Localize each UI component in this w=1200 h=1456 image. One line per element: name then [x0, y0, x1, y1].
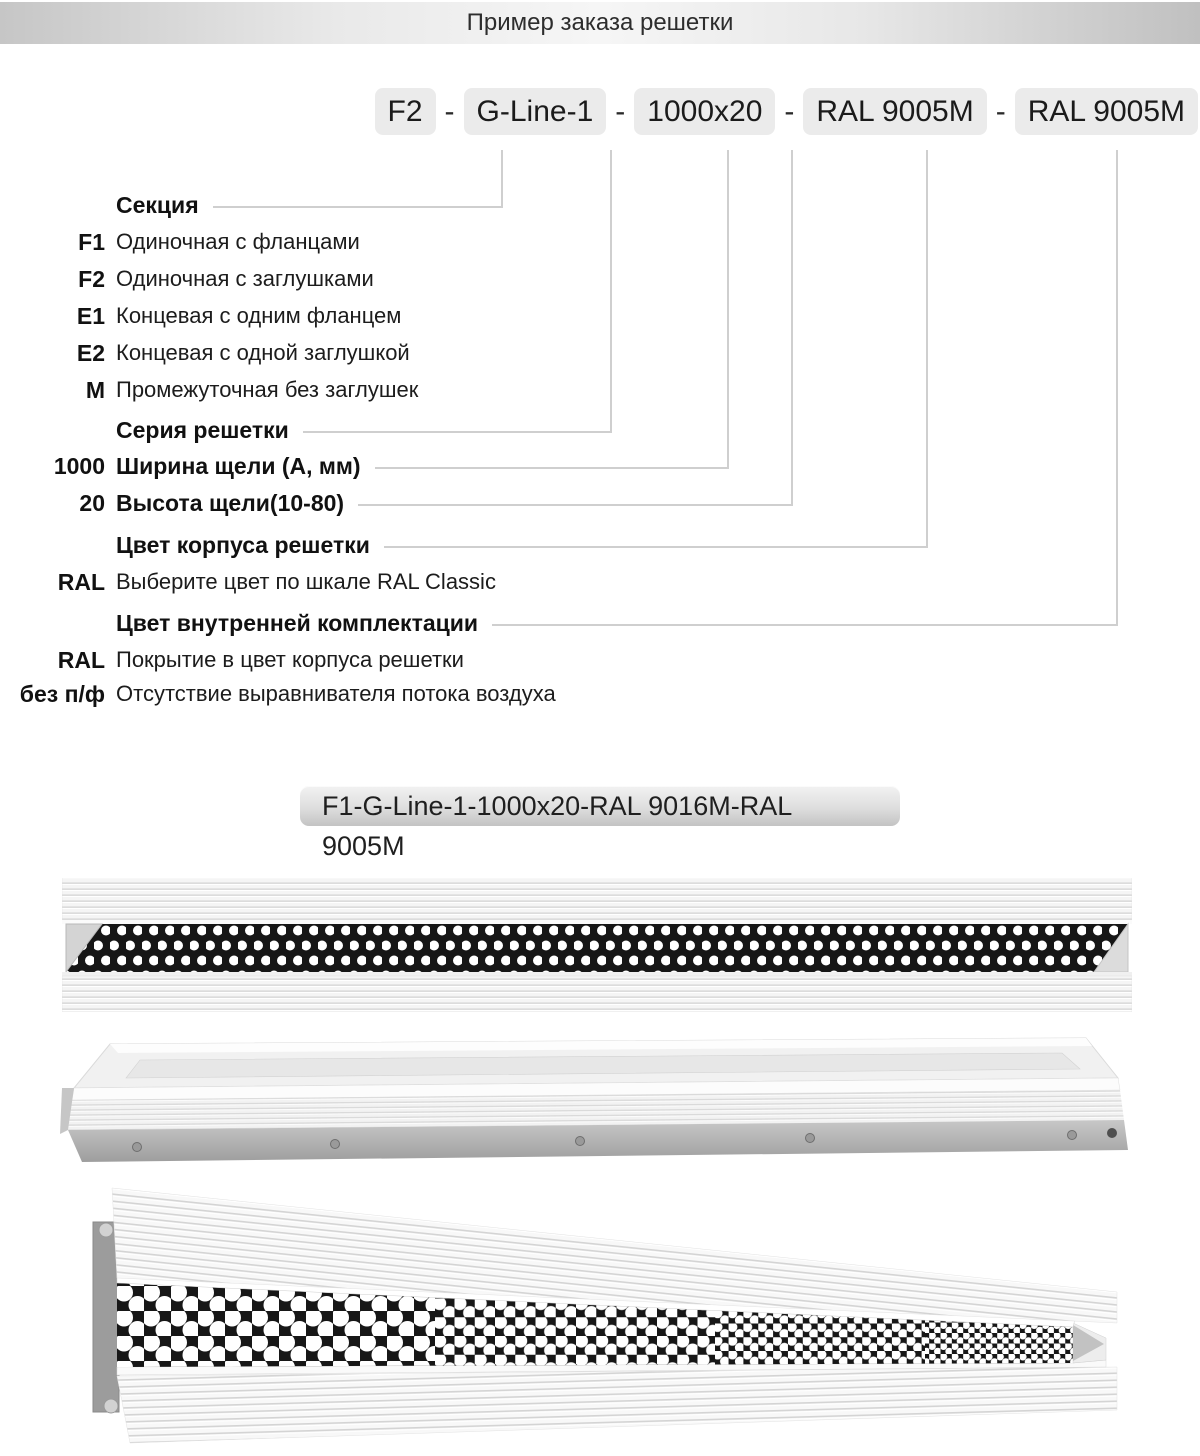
- legend-heading: Цвет корпуса решетки: [116, 531, 370, 558]
- grille-back-view-svg: [60, 1036, 1140, 1164]
- order-code-separator: -: [995, 94, 1006, 128]
- legend-row: [0, 567, 496, 597]
- grille-front-view-photo: [62, 878, 1132, 1012]
- bottom-flange-ribbed: [117, 1367, 1117, 1443]
- legend-term: 20: [79, 489, 105, 516]
- legend-term: без п/ф: [19, 680, 105, 707]
- header-bar: [0, 2, 1200, 44]
- legend-row: [0, 338, 410, 368]
- order-code-part-size: 1000x20: [634, 88, 775, 135]
- legend-description: Отсутствие выравнивателя потока воздуха: [116, 681, 556, 706]
- connector-lead-line: [384, 546, 928, 548]
- connector-line-height: [791, 150, 793, 505]
- perforated-strip: [66, 924, 1128, 972]
- legend-row: [0, 301, 401, 331]
- legend-row: [0, 645, 464, 675]
- order-code-separator: -: [784, 94, 795, 128]
- legend-description: Выберите цвет по шкале RAL Classic: [116, 569, 496, 594]
- connector-line-width: [727, 150, 729, 468]
- page-title: Пример заказа решетки: [466, 9, 734, 36]
- legend-row: [0, 679, 556, 709]
- legend-term: M: [85, 376, 105, 403]
- legend-description: Ширина щели (А, мм): [116, 452, 361, 479]
- legend-row-section-heading: [0, 190, 503, 220]
- legend-term: RAL: [57, 568, 105, 595]
- legend-term: E1: [76, 302, 105, 329]
- legend-description: Концевая с одной заглушкой: [116, 340, 410, 365]
- legend-heading: Цвет внутренней комплектации: [116, 609, 479, 636]
- legend-row-width: [0, 451, 729, 481]
- legend-description: Высота щели(10-80): [116, 489, 345, 516]
- grille-front-view-svg: [62, 878, 1132, 1012]
- bottom-rim: [62, 972, 1132, 976]
- legend-heading: Секция: [116, 191, 199, 218]
- grille-perspective-view-photo: [90, 1186, 1200, 1444]
- connector-line-body-color: [926, 150, 928, 547]
- stud-top: [99, 1223, 113, 1237]
- legend-row: [0, 375, 418, 405]
- legend-row-height: [0, 488, 793, 518]
- connector-lead-line: [358, 504, 793, 506]
- connector-lead-line: [213, 206, 503, 208]
- legend-row: [0, 264, 374, 294]
- connector-line-series: [610, 150, 612, 432]
- legend-heading: Серия решетки: [116, 416, 289, 443]
- end-hole: [1107, 1128, 1117, 1138]
- connector-lead-line: [492, 624, 1118, 626]
- order-code-part-section: F2: [375, 88, 436, 135]
- legend-term: 1000: [53, 452, 105, 479]
- legend-term: F1: [78, 228, 105, 255]
- top-flange-ribbed: [62, 878, 1132, 920]
- connector-line-inner-color: [1116, 150, 1118, 625]
- legend-description: Одиночная с заглушками: [116, 266, 374, 291]
- order-code-separator: -: [615, 94, 626, 128]
- legend-description: Одиночная с фланцами: [116, 229, 360, 254]
- order-code-row: [375, 88, 1198, 135]
- side-panel: [93, 1222, 119, 1413]
- stud-bottom: [104, 1399, 118, 1413]
- top-rim: [62, 920, 1132, 924]
- connector-lead-line: [375, 467, 729, 469]
- order-code-separator: -: [444, 94, 455, 128]
- example-code-badge: F1-G-Line-1-1000x20-RAL 9016M-RAL 9005M: [300, 786, 900, 826]
- order-code-part-body-color: RAL 9005M: [803, 88, 986, 135]
- grille-perspective-view-svg: [90, 1186, 1200, 1444]
- legend-term: RAL: [57, 646, 105, 673]
- bottom-flange-ribbed: [62, 976, 1132, 1012]
- order-code-part-series: G-Line-1: [464, 88, 607, 135]
- connector-lead-line: [303, 431, 612, 433]
- legend-description: Промежуточная без заглушек: [116, 377, 419, 402]
- legend-description: Покрытие в цвет корпуса решетки: [116, 647, 464, 672]
- legend-term: F2: [78, 265, 105, 292]
- grille-back-view-photo: [60, 1036, 1140, 1164]
- legend-row-series-heading: [0, 415, 612, 445]
- order-code-part-inner-color: RAL 9005M: [1015, 88, 1198, 135]
- legend-row: [0, 227, 360, 257]
- legend-row-inner-color-heading: [0, 608, 1118, 638]
- legend-term: E2: [76, 339, 105, 366]
- legend-description: Концевая с одним фланцем: [116, 303, 402, 328]
- legend-row-body-color-heading: [0, 530, 928, 560]
